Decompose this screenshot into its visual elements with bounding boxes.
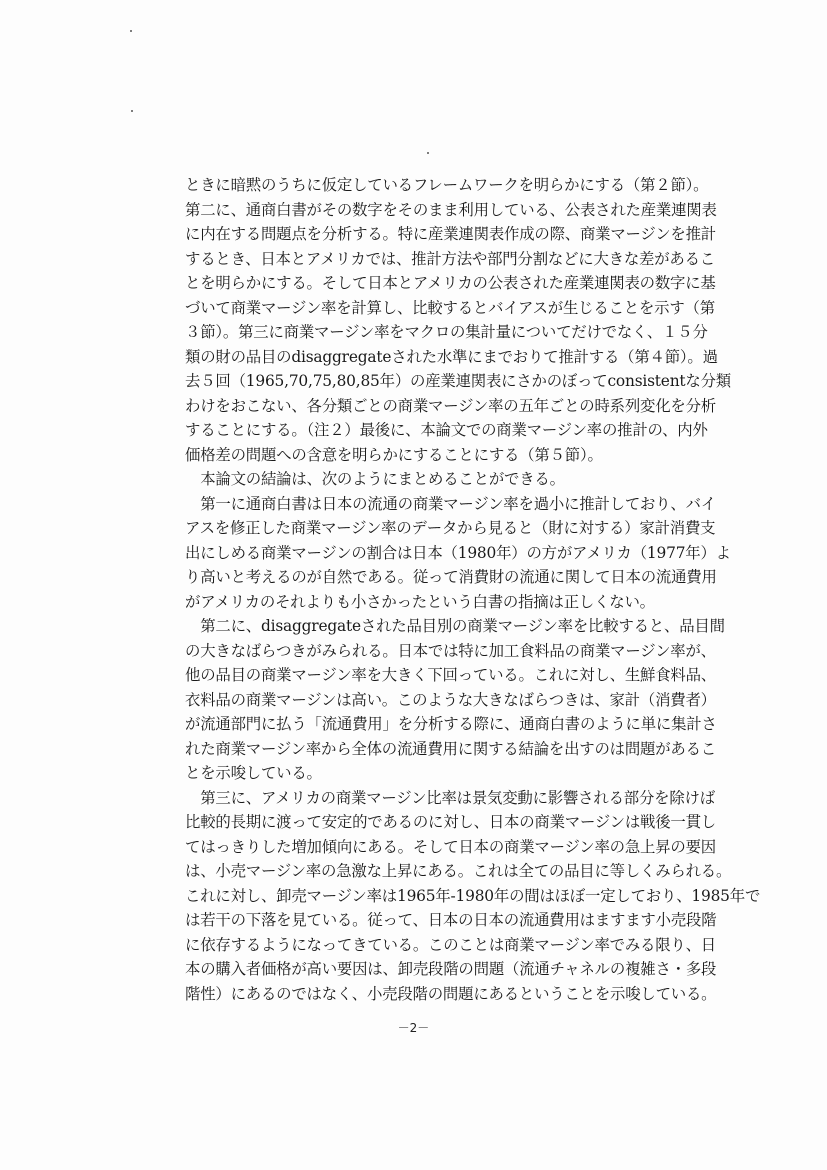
text-line: するとき、日本とアメリカでは、推計方法や部門分割などに大きな差があるこ — [185, 249, 715, 268]
text-line: することにする。（注２）最後に、本論文での商業マージン率の推計の、内外 — [185, 421, 708, 439]
text-line: 衣料品の商業マージンは高い。このような大きなばらつきは、家計（消費者） — [185, 690, 716, 709]
text-line: 類の財の品目のdisaggregateされた水準にまでおりて推計する（第４節）。過 — [185, 347, 718, 366]
text-line: 第二に、disaggregateされた品目別の商業マージン率を比較すると、品目間 — [185, 617, 725, 635]
text-line: とを明らかにする。そして日本とアメリカの公表された産業連関表の数字に基 — [185, 274, 716, 292]
scan-speck — [130, 30, 132, 32]
text-line: 第二に、通商白書がその数字をそのまま利用している、公表された産業連関表 — [185, 200, 717, 219]
text-line: これに対し、卸売マージン率は1965年-1980年の間はほぼ一定しており、1985年で — [185, 886, 761, 905]
text-line: 第一に通商白書は日本の流通の商業マージン率を過小に推計しており、バイ — [185, 494, 716, 513]
text-line: に依存するようになってきている。このことは商業マージン率でみる限り、日 — [185, 935, 716, 954]
text-line: 比較的長期に渡って安定的であるのに対し、日本の商業マージンは戦後一貫し — [185, 813, 716, 831]
text-line: とを示唆している。 — [185, 764, 322, 782]
text-line: 出にしめる商業マージンの割合は日本（1980年）の方がアメリカ（1977年）よ — [185, 543, 731, 562]
text-line: 本の購入者価格が高い要因は、卸売段階の問題（流通チャネルの複雑さ・多段 — [185, 960, 717, 978]
text-line: り高いと考えるのが自然である。従って消費財の流通に関して日本の流通費用 — [185, 568, 717, 586]
text-line: がアメリカのそれよりも小さかったという白書の指摘は正しくない。 — [185, 592, 655, 611]
text-line: わけをおこない、各分類ごとの商業マージン率の五年ごとの時系列変化を分析 — [185, 396, 716, 415]
text-line: 他の品目の商業マージン率を大きく下回っている。これに対し、生鮮食料品、 — [185, 666, 716, 684]
text-line: ときに暗黙のうちに仮定しているフレームワークを明らかにする（第２節）。 — [185, 176, 709, 194]
text-line: 階性）にあるのではなく、小売段階の問題にあるということを示唆している。 — [185, 984, 717, 1003]
page-number: －2－ — [397, 1021, 430, 1035]
text-line: に内在する問題点を分析する。特に産業連関表作成の際、商業マージンを推計 — [185, 225, 716, 243]
scan-speck — [131, 110, 133, 112]
text-line: は、小売マージン率の急激な上昇にある。これは全ての品目に等しくみられる。 — [185, 862, 732, 880]
text-line: てはっきりした増加傾向にある。そして日本の商業マージン率の急上昇の要因 — [185, 837, 716, 856]
body-text — [185, 173, 761, 1006]
text-line: づいて商業マージン率を計算し、比較するとバイアスが生じることを示す（第 — [185, 298, 715, 317]
text-line: 第三に、アメリカの商業マージン比率は景気変動に影響される部分を除けば — [185, 788, 715, 807]
text-line: は若干の下落を見ている。従って、日本の日本の流通費用はますます小売段階 — [185, 911, 717, 929]
text-line: 本論文の結論は、次のようにまとめることができる。 — [185, 470, 565, 488]
text-line: 去５回（1965,70,75,80,85年）の産業連関表にさかのぼってconsistentな分類 — [185, 372, 731, 390]
text-line: が流通部門に払う「流通費用」を分析する際に、通商白書のように単に集計さ — [185, 715, 717, 733]
text-line: 価格差の問題への含意を明らかにすることにする（第５節）。 — [185, 445, 603, 464]
text-line: ３節）。第三に商業マージン率をマクロの集計量についてだけでなく、１５分 — [185, 323, 708, 341]
scan-speck — [427, 152, 429, 154]
text-line: の大きなばらつきがみられる。日本では特に加工食料品の商業マージン率が、 — [185, 641, 716, 660]
text-line: れた商業マージン率から全体の流通費用に関する結論を出すのは問題があるこ — [185, 739, 716, 758]
text-line: アスを修正した商業マージン率のデータから見ると（財に対する）家計消費支 — [185, 519, 716, 537]
